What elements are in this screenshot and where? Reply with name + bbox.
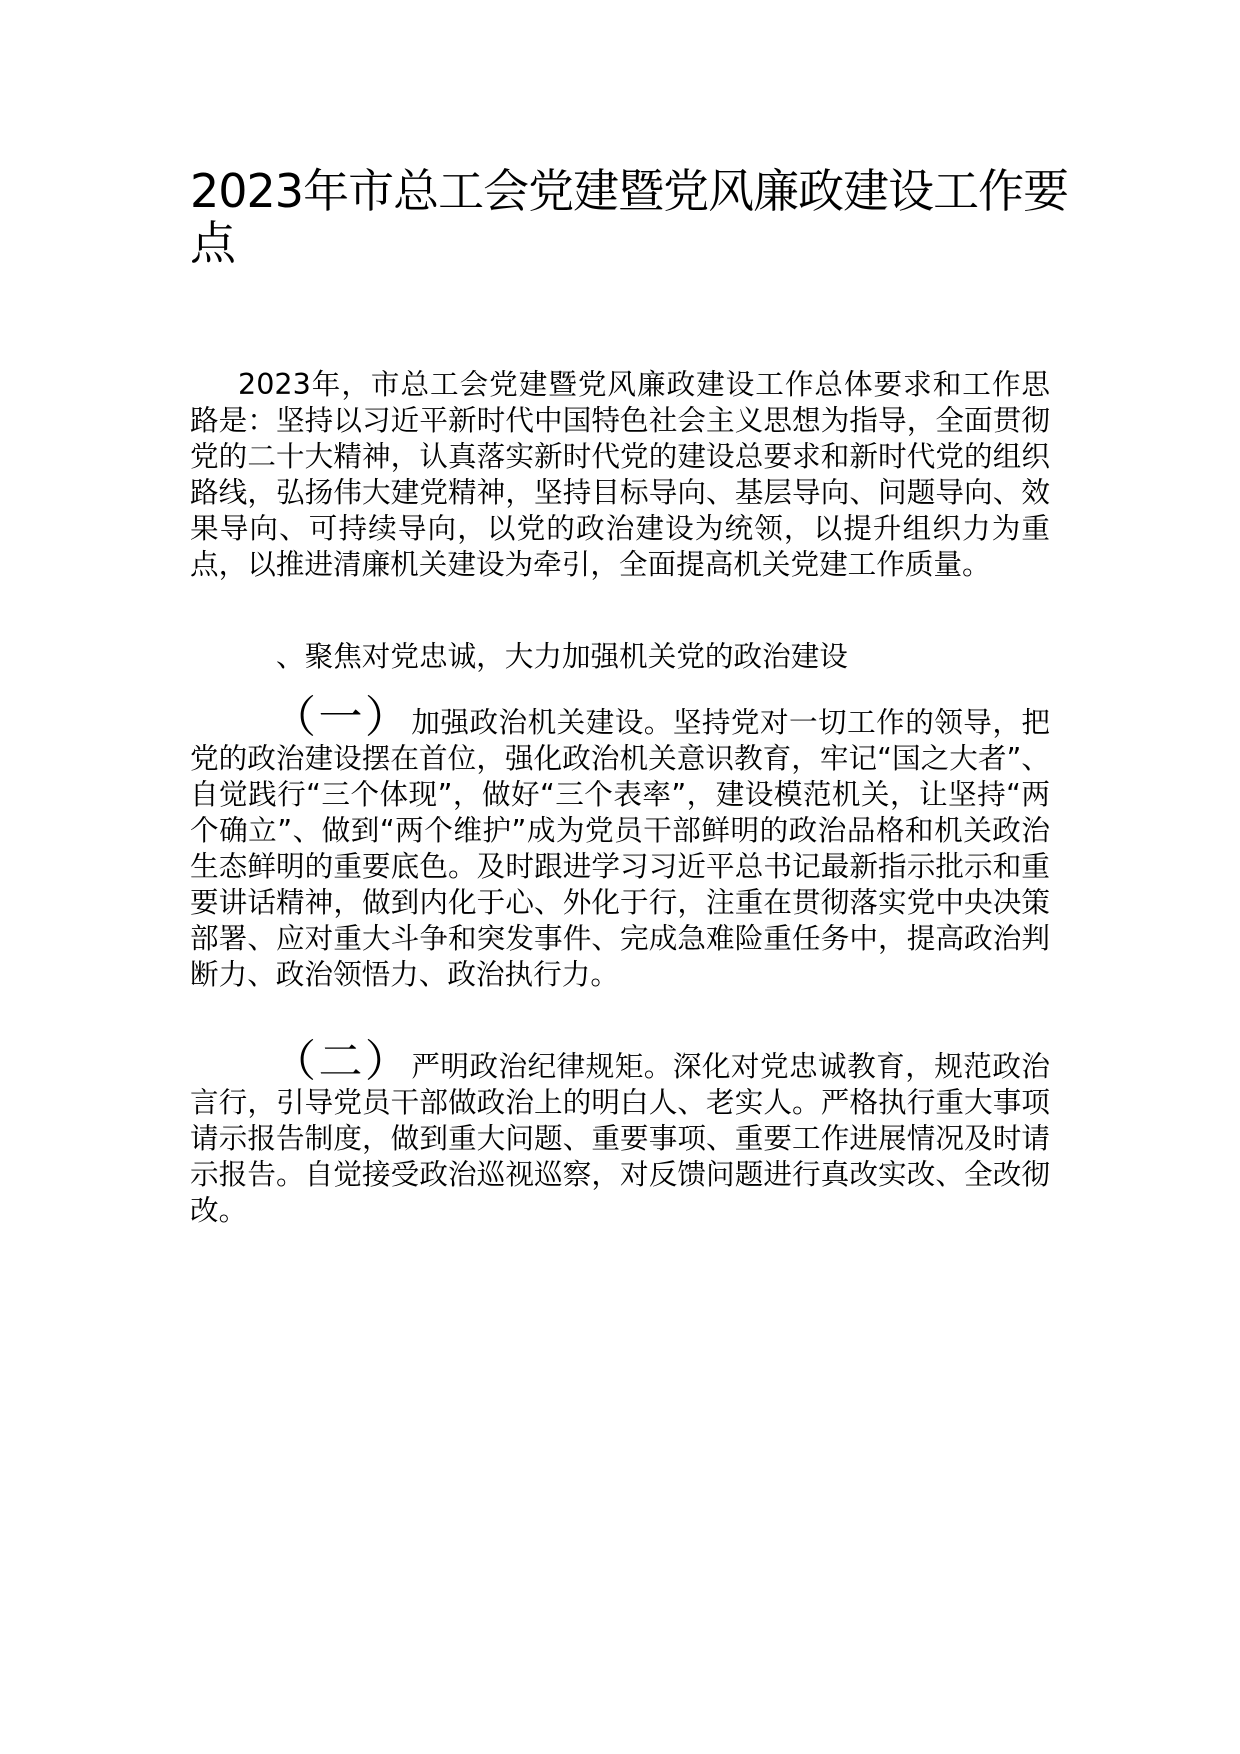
item-text-2: 严明政治纪律规矩。深化对党忠诚教育，规范政治言行，引导党员干部做政治上的明白人、老实人。严格执行重大事项请示报告制度，做到重大问题、重要事项、重要工作进展情况及时请示报告。自觉接受政治巡视巡察，对反馈问题进行真改实改、全改彻改。	[190, 1049, 1050, 1227]
item-paragraph-1	[190, 692, 1050, 992]
document-title: 2023年市总工会党建暨党风廉政建设工作要点	[190, 164, 1069, 270]
item-number-2: （二）	[272, 1036, 412, 1087]
item-paragraph-2	[190, 1036, 1050, 1228]
intro-paragraph: 2023年，市总工会党建暨党风廉政建设工作总体要求和工作思路是：坚持以习近平新时代中国特色社会主义思想为指导，全面贯彻党的二十大精神，认真落实新时代党的建设总要求和新时代党的组织路线，弘扬伟大建党精神，坚持目标导向、基层导向、问题导向、效果导向、可持续导向，以党的政治建设为统领，以提升组织力为重点，以推进清廉机关建设为牵引，全面提高机关党建工作质量。	[190, 367, 1050, 581]
item-number-1: （一）	[272, 692, 412, 743]
section-heading-1: 、聚焦对党忠诚，大力加强机关党的政治建设	[276, 639, 848, 673]
item-text-1: 加强政治机关建设。坚持党对一切工作的领导，把党的政治建设摆在首位，强化政治机关意识教育，牢记“国之大者”、自觉践行“三个体现”，做好“三个表率”，建设模范机关，让坚持“两个确立”、做到“两个维护”成为党员干部鲜明的政治品格和机关政治生态鲜明的重要底色。及时跟进学习习近平总书记最新指示批示和重要讲话精神，做到内化于心、外化于行，注重在贯彻落实党中央决策部署、应对重大斗争和突发事件、完成急难险重任务中，提高政治判断力、政治领悟力、政治执行力。	[190, 705, 1050, 991]
